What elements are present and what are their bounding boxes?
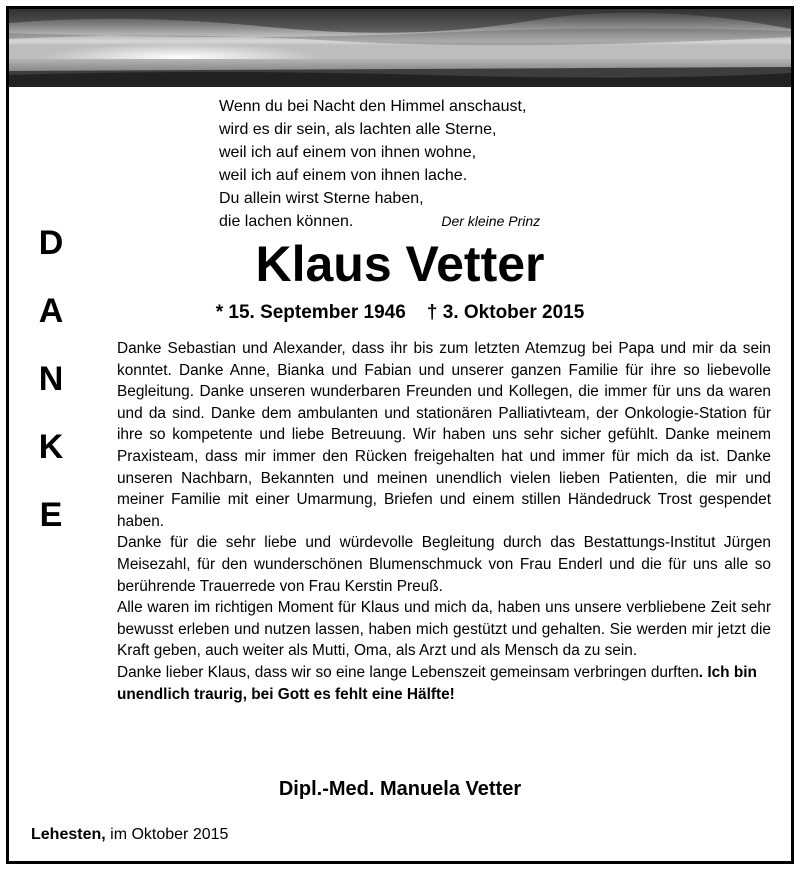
- place-and-date: [31, 824, 228, 846]
- closing-paragraph: [117, 662, 771, 705]
- poem-attribution: Der kleine Prinz: [441, 213, 541, 229]
- paragraph: Alle waren im richtigen Moment für Klaus und mich da, haben uns unsere verbliebene Zeit sehr bewusst erleben und nutzen lassen, haben mich gestützt und gehalten. Sie werden mir jetzt die Kraft geben, auch weiter als Mutti, Oma, als Arzt und als Mensch da zu sein.: [117, 599, 771, 660]
- paragraph: Danke für die sehr liebe und würdevolle Begleitung durch das Bestattungs-Institut Jürgen Meisezahl, für den wunderschönen Blumenschmuck von Frau Enderl und die für uns alle so berührende Trauerrede von Frau Kerstin Preuß.: [117, 534, 771, 595]
- thank-you-text: [117, 338, 771, 705]
- danke-letter: E: [39, 496, 63, 534]
- banner-photo: [9, 9, 791, 87]
- poem-line: wird es dir sein, als lachten alle Sterne,: [219, 121, 497, 138]
- poem-line-last: [219, 210, 540, 233]
- paragraph: Danke Sebastian und Alexander, dass ihr bis zum letzten Atemzug bei Papa und mir da sein konntet. Danke Anne, Bianka und Fabian und unserer ganzen Familie für ihre so liebevolle Begleitung. Danke unseren wunderbaren Freunden und Kollegen, die immer für uns da waren und da sind. Danke dem ambulanten und stationären Palliativteam, der Onkologie-Station für ihre so kompetente und liebe Betreuung. Wir haben uns sehr sicher gefühlt. Danke meinem Praxisteam, dass mir immer den Rücken freigehalten hat und immer für mich da ist. Danke unseren Nachbarn, Bekannten und meinen unendlich vielen lieben Patienten, die mir und meiner Familie mit einer Umarmung, Briefen und einem stillen Händedruck Trost gespendet haben.: [117, 340, 771, 530]
- obituary-frame: [6, 6, 794, 864]
- poem-line-text: die lachen können.: [219, 213, 354, 230]
- place-date: im Oktober 2015: [105, 826, 229, 843]
- danke-letter: D: [38, 224, 64, 262]
- sunset-beach-photo: [9, 9, 791, 87]
- danke-letter: N: [38, 360, 64, 398]
- poem-line: weil ich auf einem von ihnen lache.: [219, 167, 468, 184]
- deceased-name: Klaus Vetter: [255, 236, 545, 292]
- poem-line: Du allein wirst Sterne haben,: [219, 190, 424, 207]
- closing-text: Danke lieber Klaus, dass wir so eine lange Lebenszeit gemeinsam verbringen durften: [117, 663, 699, 681]
- place-town: Lehesten,: [31, 826, 106, 843]
- poem-line: Wenn du bei Nacht den Himmel anschaust,: [219, 98, 527, 115]
- signature: Dipl.-Med. Manuela Vetter: [278, 778, 522, 800]
- poem: [219, 95, 540, 233]
- danke-letter: A: [38, 292, 64, 330]
- closing-bold-text: . Ich bin unendlich traurig, bei Gott es fehlt eine Hälfte!: [117, 663, 757, 703]
- danke-letter: K: [38, 428, 64, 466]
- life-dates: * 15. September 1946 † 3. Oktober 2015: [215, 302, 585, 323]
- poem-line: weil ich auf einem von ihnen wohne,: [219, 144, 477, 161]
